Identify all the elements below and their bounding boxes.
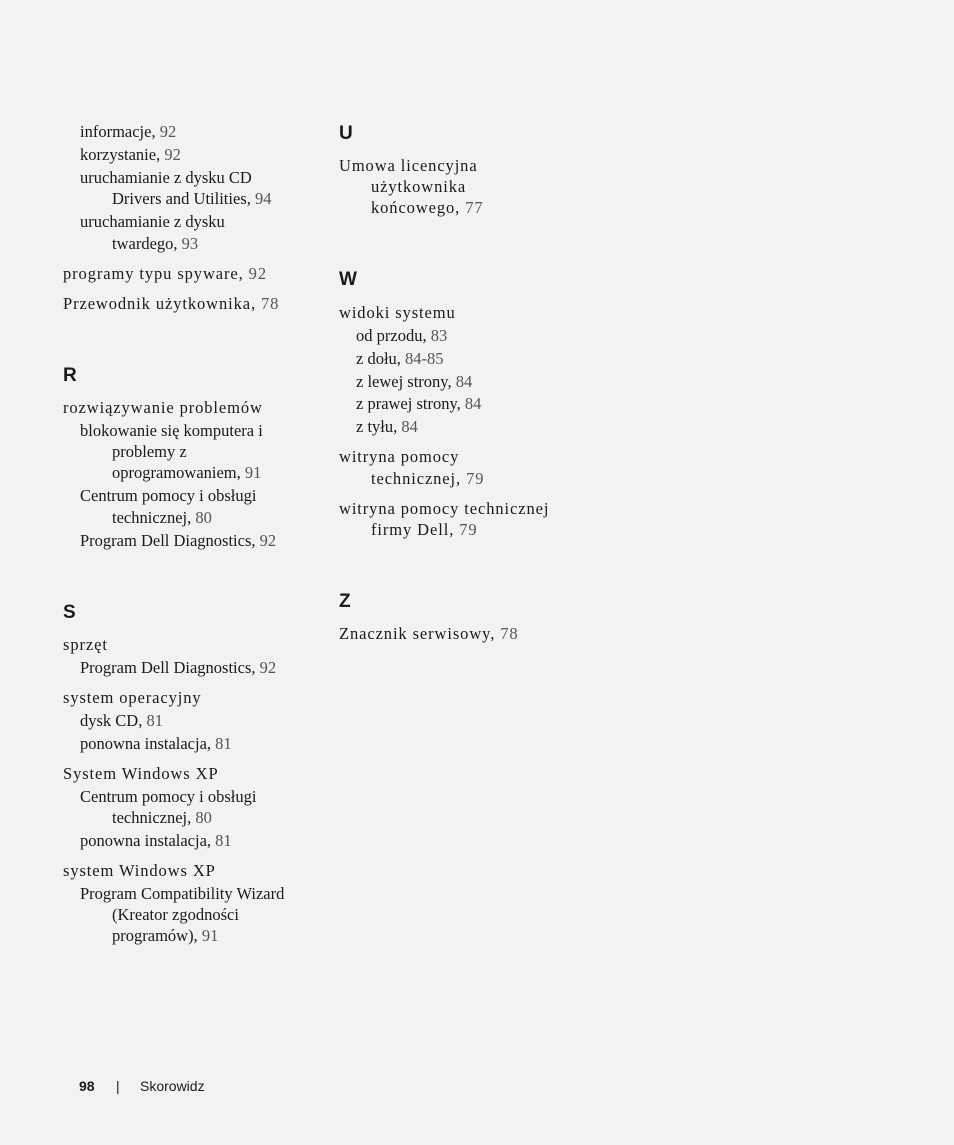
index-subentry-z-prawej-strony: z prawej strony, 84 [356, 394, 482, 413]
page-ref: 80 [195, 808, 212, 827]
index-subentry-informacje: informacje, 92 [80, 122, 177, 141]
index-letter-r: R [63, 365, 77, 386]
index-entry-umowa-line1: Umowa licencyjna [339, 156, 478, 175]
index-entry-witryna-line1: witryna pomocy [339, 447, 460, 466]
index-entry-znacznik-serwisowy: Znacznik serwisowy, 78 [339, 624, 519, 643]
page-ref: 93 [181, 234, 199, 253]
index-entry-witryna-line2: technicznej, 79 [371, 469, 485, 488]
index-subentry-blokowanie-line2: problemy z [112, 442, 187, 461]
index-entry-system-windows-xp-lower: system Windows XP [63, 861, 216, 880]
index-entry-przewodnik: Przewodnik użytkownika, 78 [63, 294, 280, 313]
index-subentry-centrum-line2: technicznej, 80 [112, 508, 212, 527]
index-entry-rozwiazywanie: rozwiązywanie problemów [63, 398, 263, 417]
page-ref: 79 [459, 520, 478, 539]
page-ref: 91 [201, 926, 219, 945]
index-entry-witryna-dell-line1: witryna pomocy technicznej [339, 499, 550, 518]
index-entry-sprzet: sprzęt [63, 635, 108, 654]
index-subentry-centrum-line1: Centrum pomocy i obsługi [80, 787, 257, 806]
index-subentry-z-lewej-strony: z lewej strony, 84 [356, 372, 473, 391]
index-letter-z: Z [339, 591, 351, 612]
section-name: Skorowidz [140, 1078, 205, 1094]
page-ref: 92 [248, 264, 267, 283]
index-letter-s: S [63, 602, 76, 623]
index-subentry-hd-line1: uruchamianie z dysku [80, 212, 225, 231]
index-subentry-cd-line2: Drivers and Utilities, 94 [112, 189, 272, 208]
index-entry-spyware: programy typu spyware, 92 [63, 264, 267, 283]
index-subentry-od-przodu: od przodu, 83 [356, 326, 448, 345]
index-entry-system-operacyjny: system operacyjny [63, 688, 202, 707]
page-ref: 92 [164, 145, 181, 164]
index-entry-witryna-dell-line2: firmy Dell, 79 [371, 520, 478, 539]
index-entry-umowa-line2: użytkownika [371, 177, 467, 196]
index-subentry-hd-line2: twardego, 93 [112, 234, 199, 253]
page-ref: 81 [215, 831, 232, 850]
footer-separator: | [116, 1078, 120, 1094]
page-ref: 77 [465, 198, 484, 217]
index-entry-widoki-systemu: widoki systemu [339, 303, 456, 322]
index-subentry-korzystanie: korzystanie, 92 [80, 145, 181, 164]
index-subentry-z-dolu: z dołu, 84-85 [356, 349, 444, 368]
index-subentry-z-tylu: z tyłu, 84 [356, 417, 418, 436]
page-ref: 84 [401, 417, 418, 436]
index-letter-w: W [339, 269, 357, 290]
index-subentry-cd-line1: uruchamianie z dysku CD [80, 168, 252, 187]
page-ref: 91 [244, 463, 262, 482]
index-subentry-centrum-line1: Centrum pomocy i obsługi [80, 486, 257, 505]
page-ref: 94 [254, 189, 272, 208]
index-entry-umowa-line3: końcowego, 77 [371, 198, 484, 217]
page-ref: 92 [259, 531, 277, 550]
index-letter-u: U [339, 123, 353, 144]
index-subentry-diagnostics: Program Dell Diagnostics, 92 [80, 531, 277, 550]
page-ref: 79 [466, 469, 485, 488]
page-ref: 80 [195, 508, 212, 527]
page-ref: 92 [159, 122, 177, 141]
index-subentry-centrum-line2: technicznej, 80 [112, 808, 212, 827]
index-subentry-sprzet-diagnostics: Program Dell Diagnostics, 92 [80, 658, 277, 677]
index-subentry-wizard-line3: programów), 91 [112, 926, 219, 945]
index-subentry-blokowanie-line3: oprogramowaniem, 91 [112, 463, 262, 482]
page-ref: 81 [146, 711, 163, 730]
index-subentry-wizard-line2: (Kreator zgodności [112, 905, 239, 924]
index-entry-system-windows-xp: System Windows XP [63, 764, 219, 783]
index-subentry-ponowna-instalacja: ponowna instalacja, 81 [80, 831, 232, 850]
page-number: 98 [79, 1078, 95, 1094]
page-ref: 83 [430, 326, 448, 345]
page-ref: 81 [215, 734, 232, 753]
index-subentry-wizard-line1: Program Compatibility Wizard [80, 884, 285, 903]
page-ref: 78 [261, 294, 280, 313]
page-ref: 78 [500, 624, 519, 643]
page-ref: 84 [464, 394, 482, 413]
page-ref: 92 [259, 658, 277, 677]
page-ref: 84-85 [405, 349, 444, 368]
page-ref: 84 [455, 372, 473, 391]
index-subentry-ponowna-instalacja: ponowna instalacja, 81 [80, 734, 232, 753]
index-subentry-blokowanie-line1: blokowanie się komputera i [80, 421, 263, 440]
index-subentry-dysk-cd: dysk CD, 81 [80, 711, 163, 730]
